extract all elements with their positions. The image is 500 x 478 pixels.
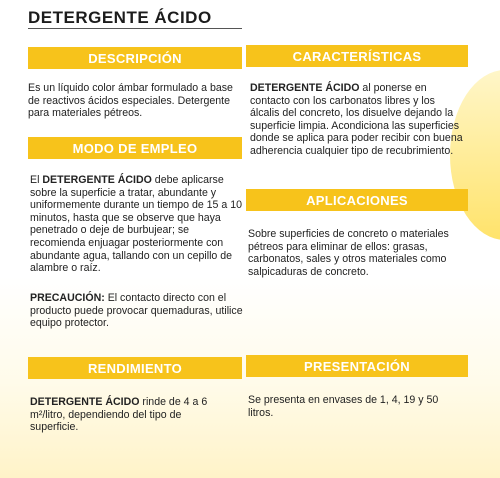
aplicaciones-heading: APLICACIONES — [246, 189, 468, 211]
title-underline — [28, 28, 242, 29]
presentacion-text: Se presenta en envases de 1, 4, 19 y 50 litros. — [248, 394, 439, 419]
modo-empleo-text — [30, 174, 244, 275]
modo-empleo-body: debe aplicarse sobre la superficie a tratar, abundante y uniformemente durante un tiempo de 15 a 10 minutos, hasta que se observe que haya penetrado o deje de burbujear; se recomienda enjuagar posteriormente con abundante agua, tallando con un cepillo de alambre o raíz. — [30, 174, 243, 275]
rendimiento-text — [30, 396, 230, 434]
aplicaciones-text: Sobre superficies de concreto o materiales pétreos para eliminar de ellos: grasas, carbonatos, sales y otros materiales como salpicaduras de concreto. — [248, 228, 449, 278]
descripcion-heading: DESCRIPCIÓN — [28, 47, 242, 69]
page-title: DETERGENTE ÁCIDO — [28, 8, 212, 27]
descripcion-text: Es un líquido color ámbar formulado a base de reactivos ácidos especiales. Detergente para materiales pétreos. — [28, 82, 233, 120]
precaucion-text — [30, 292, 244, 330]
caracteristicas-heading: CARACTERÍSTICAS — [246, 45, 468, 67]
modo-empleo-lead: DETERGENTE ÁCIDO — [42, 174, 152, 186]
modo-empleo-intro: El — [30, 174, 43, 186]
rendimiento-body: rinde de 4 a 6 m²/litro, dependiendo del tipo de superficie. — [30, 396, 208, 434]
presentacion-heading: PRESENTACIÓN — [246, 355, 468, 377]
caracteristicas-body: al ponerse en contacto con los carbonatos libres y los álcalis del concreto, los disuelve dejando la superficie limpia. Acondiciona las superficies donde se aplica para poder recibir con buena adherencia cualquier tipo de recubrimiento. — [250, 82, 463, 157]
rendimiento-lead: DETERGENTE ÁCIDO — [30, 396, 140, 408]
caracteristicas-lead: DETERGENTE ÁCIDO — [250, 82, 360, 94]
modo-empleo-heading: MODO DE EMPLEO — [28, 137, 242, 159]
rendimiento-heading: RENDIMIENTO — [28, 357, 242, 379]
precaucion-label: PRECAUCIÓN: — [30, 292, 105, 304]
precaucion-body: El contacto directo con el producto puede provocar quemaduras, utilice equipo protector. — [30, 292, 243, 330]
caracteristicas-text — [250, 82, 464, 158]
